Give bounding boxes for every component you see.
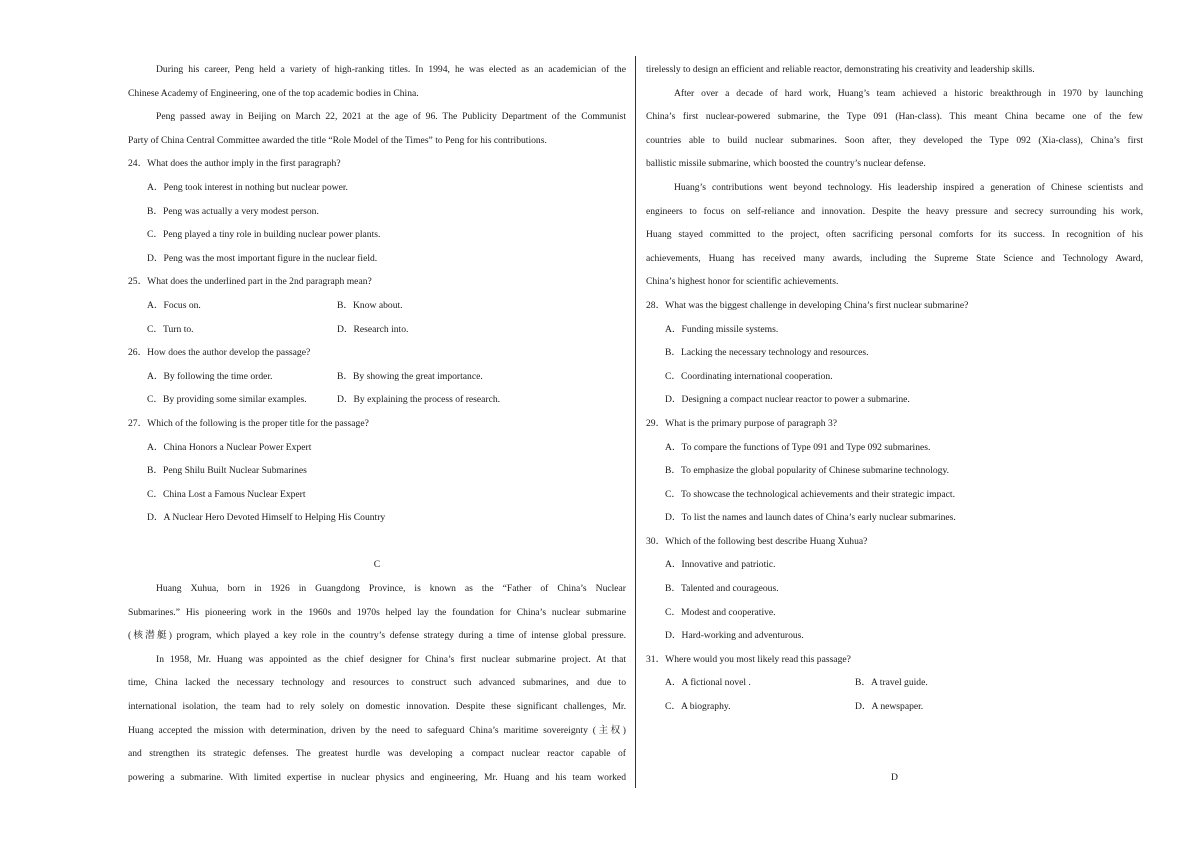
text-line: Huang Xuhua, born in 1926 in Guangdong Province, is known as the “Father of China’s Nuclear xyxy=(156,583,626,595)
option-a[interactable]: A．Peng took interest in nothing but nuclear power. xyxy=(147,181,348,193)
option-a[interactable]: A．Funding missile systems. xyxy=(665,323,779,335)
option-b[interactable]: B．A travel guide. xyxy=(855,677,928,689)
option-d[interactable]: D．A Nuclear Hero Devoted Himself to Helping His Country xyxy=(147,512,386,524)
question-stem: 30．Which of the following best describe Huang Xuhua? xyxy=(646,535,868,547)
text-line: tirelessly to design an efficient and reliable reactor, demonstrating his creativity and leadership skills. xyxy=(646,64,1035,75)
option-a[interactable]: A．By following the time order. xyxy=(147,370,273,382)
option-d[interactable]: D．To list the names and launch dates of China’s early nuclear submarines. xyxy=(665,512,956,524)
paragraph-peng-career xyxy=(128,58,626,105)
option-a[interactable]: A．Innovative and patriotic. xyxy=(665,559,776,571)
column-divider xyxy=(635,56,636,788)
question-29 xyxy=(646,412,1143,530)
text-line: China’s first nuclear-powered submarine, the Type 091 (Han-class). This meant China became one of the few xyxy=(646,111,1143,123)
text-line: Huang accepted the mission with determination, driven by the need to safeguard China’s maritime sovereignty (主权) xyxy=(128,724,626,736)
text-line: China’s highest honor for scientific achievements. xyxy=(646,276,839,288)
option-c[interactable]: C．By providing some similar examples. xyxy=(147,394,307,406)
left-column xyxy=(128,58,626,789)
option-c[interactable]: C．Coordinating international cooperation. xyxy=(665,370,833,382)
option-b[interactable]: B．By showing the great importance. xyxy=(337,370,483,382)
option-b[interactable]: B．To emphasize the global popularity of Chinese submarine technology. xyxy=(665,465,950,477)
option-b[interactable]: B．Peng Shilu Built Nuclear Submarines xyxy=(147,465,307,477)
option-c[interactable]: C．Peng played a tiny role in building nuclear power plants. xyxy=(147,229,381,241)
text-line: engineers to focus on self-reliance and innovation. Despite the heavy pressure and secrecy surrounding his work, xyxy=(646,205,1143,217)
option-b[interactable]: B．Know about. xyxy=(337,299,403,311)
question-25 xyxy=(128,270,626,341)
option-b[interactable]: B．Lacking the necessary technology and resources. xyxy=(665,347,869,359)
text-line: ballistic missile submarine, which boosted the country’s nuclear defense. xyxy=(646,158,926,170)
option-d[interactable]: D．A newspaper. xyxy=(855,701,924,713)
options-row xyxy=(646,671,1143,695)
section-heading-c: C xyxy=(373,559,381,571)
options-row xyxy=(128,388,626,412)
text-line: powering a submarine. With limited expertise in nuclear physics and engineering, Mr. Huang and his team worked xyxy=(128,771,626,783)
question-stem: 25．What does the underlined part in the 2nd paragraph mean? xyxy=(128,276,372,288)
spacer xyxy=(128,530,626,554)
options-row xyxy=(128,365,626,389)
options-row xyxy=(646,695,1143,719)
text-line: Huang stayed committed to the project, often sacrificing personal comforts for its success. In recognition of his xyxy=(646,229,1143,241)
text-line: During his career, Peng held a variety of high-ranking titles. In 1994, he was elected as an academician of the xyxy=(156,64,626,75)
right-column xyxy=(646,58,1143,789)
option-d[interactable]: D．Research into. xyxy=(337,323,409,335)
paragraph-huang-1958 xyxy=(128,648,626,790)
options-row xyxy=(128,318,626,342)
paragraph-huang-breakthrough xyxy=(646,82,1143,176)
option-b[interactable]: B．Peng was actually a very modest person. xyxy=(147,205,319,217)
text-line: achievements, Huang has received many awards, including the Supreme State Science and Technology Award, xyxy=(646,252,1143,264)
question-24 xyxy=(128,152,626,270)
option-c[interactable]: C．Turn to. xyxy=(147,323,194,335)
question-28 xyxy=(646,294,1143,412)
question-stem: 24．What does the author imply in the first paragraph? xyxy=(128,158,341,170)
text-line: After over a decade of hard work, Huang’s team achieved a historic breakthrough in 1970 by launching xyxy=(674,87,1143,99)
text-line: In 1958, Mr. Huang was appointed as the chief designer for China’s first nuclear submarine project. At that xyxy=(156,653,626,665)
option-c[interactable]: C．China Lost a Famous Nuclear Expert xyxy=(147,488,306,500)
option-a[interactable]: A．A fictional novel . xyxy=(665,677,751,689)
paragraph-peng-death xyxy=(128,105,626,152)
option-d[interactable]: D．Hard-working and adventurous. xyxy=(665,630,804,642)
paragraph-huang-contributions xyxy=(646,176,1143,294)
text-line: time, China lacked the necessary technology and resources to construct such advanced submarines, and due to xyxy=(128,677,626,689)
paragraph-huang-intro xyxy=(128,577,626,648)
question-stem: 27．Which of the following is the proper title for the passage? xyxy=(128,417,369,429)
question-stem: 31．Where would you most likely read this passage? xyxy=(646,653,851,665)
options-row xyxy=(128,294,626,318)
question-27 xyxy=(128,412,626,530)
text-line: (核潜艇) program, which played a key role in the country’s defense strategy during a time of intense global pressure. xyxy=(128,630,626,642)
question-31 xyxy=(646,648,1143,719)
question-26 xyxy=(128,341,626,412)
text-line: Huang’s contributions went beyond technology. His leadership inspired a generation of Chinese scientists and xyxy=(674,181,1143,193)
option-a[interactable]: A．To compare the functions of Type 091 and Type 092 submarines. xyxy=(665,441,931,453)
option-d[interactable]: D．Designing a compact nuclear reactor to power a submarine. xyxy=(665,394,910,406)
text-line: countries able to build nuclear submarines. Soon after, they developed the Type 092 (Xia-class), China’s first xyxy=(646,134,1143,146)
option-d[interactable]: D．By explaining the process of research. xyxy=(337,394,501,406)
option-b[interactable]: B．Talented and courageous. xyxy=(665,583,779,595)
question-stem: 26．How does the author develop the passage? xyxy=(128,347,311,359)
option-d[interactable]: D．Peng was the most important figure in the nuclear field. xyxy=(147,252,378,264)
text-line: Submarines.” His pioneering work in the 1960s and 1970s helped lay the foundation for China’s nuclear submarine xyxy=(128,606,626,618)
spacer xyxy=(646,742,1143,766)
text-line: and strengthen its strategic defenses. The greatest hurdle was developing a compact nuclear reactor capable of xyxy=(128,748,626,760)
text-line: international isolation, the team had to rely solely on domestic innovation. Despite these significant challenges, Mr. xyxy=(128,701,626,713)
option-c[interactable]: C．Modest and cooperative. xyxy=(665,606,776,618)
text-line: Peng passed away in Beijing on March 22, 2021 at the age of 96. The Publicity Department of the Communist xyxy=(156,111,626,123)
spacer xyxy=(646,719,1143,743)
question-30 xyxy=(646,530,1143,648)
section-heading-d: D xyxy=(891,771,898,783)
option-a[interactable]: A．China Honors a Nuclear Power Expert xyxy=(147,441,312,453)
question-stem: 29．What is the primary purpose of paragraph 3? xyxy=(646,417,838,429)
option-c[interactable]: C．To showcase the technological achievements and their strategic impact. xyxy=(665,488,955,500)
option-c[interactable]: C．A biography. xyxy=(665,701,731,713)
option-a[interactable]: A．Focus on. xyxy=(147,299,201,311)
text-line: Party of China Central Committee awarded the title “Role Model of the Times” to Peng for his contributions. xyxy=(128,134,547,146)
question-stem: 28．What was the biggest challenge in developing China’s first nuclear submarine? xyxy=(646,299,969,311)
text-line: Chinese Academy of Engineering, one of the top academic bodies in China. xyxy=(128,87,419,99)
